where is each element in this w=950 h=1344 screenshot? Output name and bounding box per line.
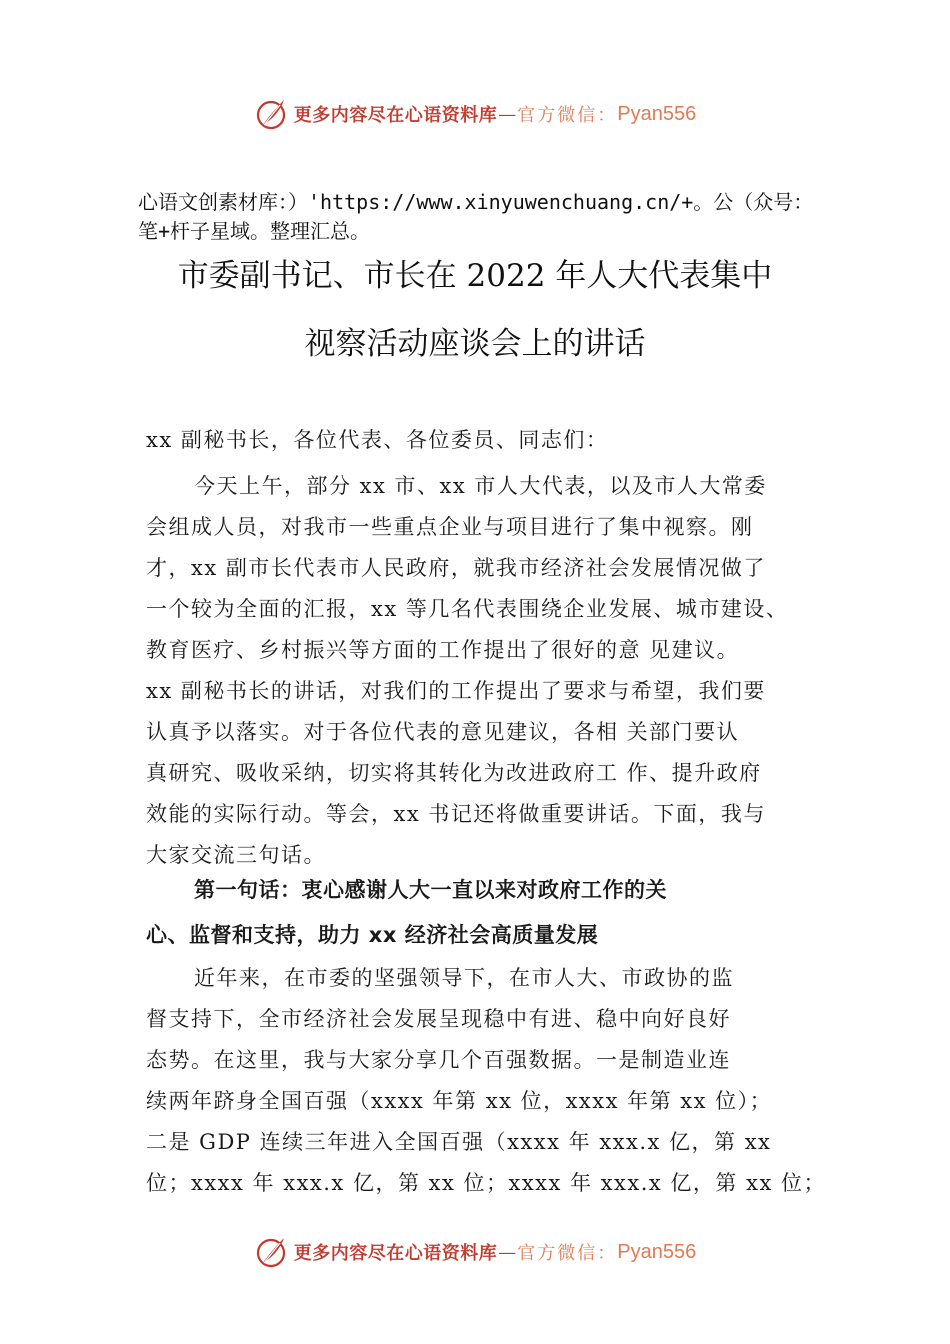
watermark-wechat-label: 官方微信： [517,105,618,126]
page-title-line-1: 市委副书记、市长在 2022 年人大代表集中 [177,258,773,294]
paragraph-line: 态势。在这里，我与大家分享几个百强数据。一是制造业连 [146,1048,731,1072]
paragraph-line: 认真予以落实。对于各位代表的意见建议，各相 关部门要认 [146,720,740,744]
quill-pen-logo-icon [254,96,290,132]
paragraph-line: 位；xxxx 年 xxx.x 亿，第 xx 位；xxxx 年 xxx.x 亿，第 xx 位； [146,1171,826,1195]
paragraph-line: xx 副秘书长的讲话，对我们的工作提出了要求与希望，我们要 [146,679,766,703]
watermark-brand: 更多内容尽在心语资料库 [293,1243,498,1264]
paragraph-line: 会组成人员，对我市一些重点企业与项目进行了集中视察。刚 [146,515,754,539]
paragraph-line: 大家交流三句话。 [146,843,326,867]
source-note: 心语文创素材库：）'https://www.xinyuwenchuang.cn/+。公（众号：笔+杆子星域。整理汇总。 [138,190,814,243]
paragraph-1 [146,466,846,876]
watermark-banner-top [0,94,950,134]
paragraph-line: 教育医疗、乡村振兴等方面的工作提出了很好的意 见建议。 [146,638,740,662]
section-heading-line: 心、监督和支持，助力 xx 经济社会高质量发展 [146,923,599,947]
watermark-wechat-label: 官方微信： [517,1243,618,1264]
salutation [146,420,846,461]
paragraph-line: 今天上午，部分 xx 市、xx 市人大代表，以及市人大常委 [194,474,767,498]
paragraph-line: 督支持下，全市经济社会发展呈现稳中有进、稳中向好良好 [146,1007,731,1031]
quill-pen-logo-icon [254,1234,290,1270]
watermark-wechat-id: Pyan556 [617,102,697,125]
section-heading-1 [146,868,846,958]
paragraph-2 [146,958,846,1204]
watermark-wechat-id: Pyan556 [617,1240,697,1263]
paragraph-line: 才，xx 副市长代表市人民政府，就我市经济社会发展情况做了 [146,556,766,580]
salutation-text: xx 副秘书长，各位代表、各位委员、同志们： [146,428,609,452]
paragraph-line: 一个较为全面的汇报，xx 等几名代表围绕企业发展、城市建设、 [146,597,789,621]
page-title-line-2: 视察活动座谈会上的讲话 [304,326,646,362]
watermark-dash: — [498,103,517,125]
watermark-brand: 更多内容尽在心语资料库 [293,105,498,126]
watermark-banner-bottom [0,1232,950,1272]
paragraph-line: 续两年跻身全国百强（xxxx 年第 xx 位，xxxx 年第 xx 位）； [146,1089,773,1113]
paragraph-line: 效能的实际行动。等会，xx 书记还将做重要讲话。下面，我与 [146,802,766,826]
paragraph-line: 真研究、吸收采纳，切实将其转化为改进政府工 作、提升政府 [146,761,762,785]
paragraph-line: 二是 GDP 连续三年进入全国百强（xxxx 年 xxx.x 亿，第 xx [146,1130,772,1154]
section-heading-line: 第一句话：衷心感谢人大一直以来对政府工作的关 [194,878,667,902]
watermark-dash: — [498,1241,517,1263]
paragraph-line: 近年来，在市委的坚强领导下，在市人大、市政协的监 [194,966,734,990]
